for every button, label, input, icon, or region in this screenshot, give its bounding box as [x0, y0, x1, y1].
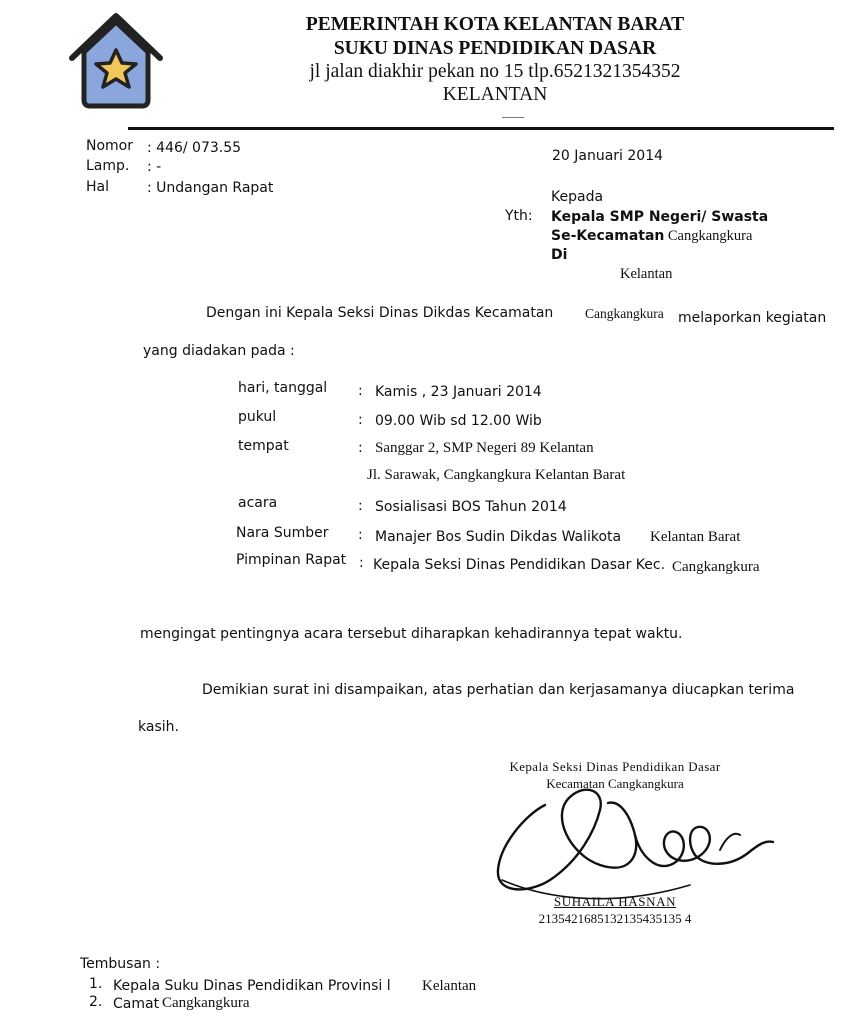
detail-sep-tempat: : [358, 440, 363, 456]
detail-label-pukul: pukul [238, 409, 277, 425]
tembusan-heading: Tembusan : [80, 956, 161, 972]
tembusan-item-2-text: Camat [113, 996, 160, 1012]
letterhead-line2: SUKU DINAS PENDIDIKAN DASAR [333, 38, 657, 59]
detail-sep-pukul: : [358, 412, 363, 428]
signatory-nip: 2135421685132135435135 4 [538, 911, 692, 926]
nomor-label: Nomor [86, 138, 133, 154]
lamp-label: Lamp. [86, 158, 130, 174]
tembusan-item-2-place: Cangkangkura [162, 995, 250, 1011]
detail-label-hari: hari, tanggal [238, 380, 328, 396]
opening-part-b: Cangkangkura [585, 306, 664, 321]
signature-title1: Kepala Seksi Dinas Pendidikan Dasar [509, 759, 721, 774]
letterhead-line1: PEMERINTAH KOTA KELANTAN BARAT [305, 14, 685, 35]
detail-value-alamat: Jl. Sarawak, Cangkangkura Kelantan Barat [367, 467, 626, 483]
reminder-text: mengingat pentingnya acara tersebut diharapkan kehadirannya tepat waktu. [140, 626, 683, 642]
header-divider [128, 127, 834, 130]
recipient-di: Di [551, 247, 568, 263]
recipient-line2-plain: Cangkangkura [667, 228, 753, 244]
header-dash [502, 117, 524, 118]
recipient-line1: Kepala SMP Negeri/ Swasta [551, 209, 769, 225]
detail-value-narasumber: Manajer Bos Sudin Dikdas Walikota [375, 529, 622, 545]
tembusan-item-1-text: Kepala Suku Dinas Pendidikan Provinsi l [113, 978, 391, 994]
opening-part-a: Dengan ini Kepala Seksi Dinas Dikdas Kecamatan [206, 305, 554, 321]
detail-label-tempat: tempat [238, 438, 289, 454]
tembusan-item-2-num: 2. [89, 994, 103, 1010]
nomor-value: : 446/ 073.55 [147, 140, 242, 156]
detail-label-pimpinan: Pimpinan Rapat [236, 552, 347, 568]
recipient-kepada: Kepada [551, 189, 604, 205]
detail-value-pukul: 09.00 Wib sd 12.00 Wib [375, 413, 542, 429]
detail-label-narasumber: Nara Sumber [236, 525, 329, 541]
house-star-icon [62, 8, 170, 112]
detail-value-pimpinan-kec: Cangkangkura [672, 559, 760, 575]
signatory-name: SUHAILA HASNAN [553, 894, 677, 909]
detail-sep-pimpinan: : [359, 555, 364, 571]
detail-value-hari: Kamis , 23 Januari 2014 [375, 384, 542, 400]
opening-part-c: melaporkan kegiatan [678, 310, 827, 326]
letter-date: 20 Januari 2014 [552, 148, 664, 164]
detail-sep-narasumber: : [358, 527, 363, 543]
detail-value-tempat: Sanggar 2, SMP Negeri 89 Kelantan [375, 440, 594, 456]
hal-label: Hal [86, 179, 109, 195]
letterhead-address: jl jalan diakhir pekan no 15 tlp.6521321354352 [309, 61, 681, 82]
detail-label-acara: acara [238, 495, 278, 511]
detail-value-narasumber-city: Kelantan Barat [650, 529, 741, 545]
signature-title2: Kecamatan Cangkangkura [546, 776, 684, 791]
closing-line2: kasih. [138, 719, 179, 735]
tembusan-item-1-place: Kelantan [422, 978, 477, 994]
closing-line1: Demikian surat ini disampaikan, atas perhatian dan kerjasamanya diucapkan terima [202, 682, 795, 698]
letterhead-city: KELANTAN [442, 84, 548, 105]
recipient-yth: Yth: [505, 208, 533, 224]
tembusan-item-1-num: 1. [89, 976, 103, 992]
recipient-line2 [551, 228, 752, 245]
recipient-place: Kelantan [620, 266, 673, 282]
detail-value-acara: Sosialisasi BOS Tahun 2014 [375, 499, 567, 515]
detail-sep-acara: : [358, 498, 363, 514]
detail-sep-hari: : [358, 383, 363, 399]
opening-line2: yang diadakan pada : [143, 343, 295, 359]
lamp-value: : - [147, 159, 162, 175]
detail-value-pimpinan: Kepala Seksi Dinas Pendidikan Dasar Kec. [373, 557, 666, 573]
recipient-line2-bold: Se-Kecamatan [551, 228, 665, 244]
hal-value: : Undangan Rapat [147, 180, 274, 196]
